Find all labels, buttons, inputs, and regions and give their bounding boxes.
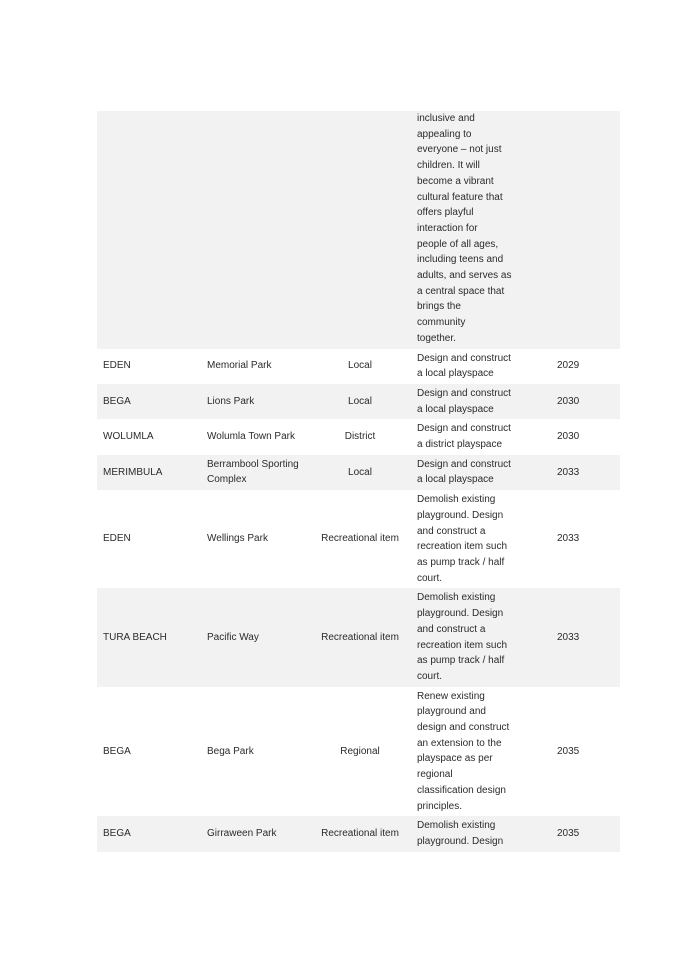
description-line: Design and construct bbox=[417, 458, 511, 470]
description-line: cultural feature that bbox=[417, 191, 503, 203]
classification-cell: District bbox=[344, 431, 376, 443]
year-cell: 2030 bbox=[557, 395, 580, 407]
town-cell: EDEN bbox=[103, 360, 131, 372]
description-line: principles. bbox=[417, 800, 463, 812]
description-line: Demolish existing bbox=[417, 820, 496, 832]
description-line: a local playspace bbox=[417, 368, 494, 380]
town-cell: WOLUMLA bbox=[103, 431, 154, 443]
description-cell bbox=[407, 349, 519, 384]
description-line: including teens and bbox=[417, 254, 504, 266]
description-cell bbox=[407, 384, 519, 419]
description-line: interaction for bbox=[417, 222, 478, 234]
park-name-line: Wolumla Town Park bbox=[207, 431, 295, 443]
description-line: a central space that bbox=[417, 285, 505, 297]
description-line: children. It will bbox=[417, 160, 480, 172]
table-row bbox=[97, 490, 620, 588]
classification-cell: Local bbox=[348, 466, 372, 478]
classification-cell: Regional bbox=[340, 745, 380, 757]
table-row bbox=[97, 816, 620, 851]
description-cell bbox=[407, 588, 519, 686]
description-line: Design and construct bbox=[417, 387, 511, 399]
year-cell: 2033 bbox=[557, 533, 580, 545]
description-cell bbox=[407, 687, 519, 817]
description-line: an extension to the bbox=[417, 737, 502, 749]
town-cell: BEGA bbox=[103, 828, 131, 840]
description-line: recreation item such bbox=[417, 541, 508, 553]
park-name-line: Bega Park bbox=[207, 745, 254, 757]
description-line: become a vibrant bbox=[417, 175, 494, 187]
description-line: court. bbox=[417, 572, 443, 584]
description-cell bbox=[407, 816, 519, 851]
description-line: a district playspace bbox=[417, 439, 503, 451]
park-cell bbox=[201, 630, 313, 646]
description-line: appealing to bbox=[417, 128, 472, 140]
description-line: and construct a bbox=[417, 623, 486, 635]
description-line: recreation item such bbox=[417, 639, 508, 651]
table-row bbox=[97, 588, 620, 686]
town-cell: BEGA bbox=[103, 395, 131, 407]
description-cell bbox=[407, 490, 519, 588]
description-line: playground. Design bbox=[417, 608, 504, 620]
year-cell: 2033 bbox=[557, 466, 580, 478]
description-line: Renew existing bbox=[417, 690, 485, 702]
town-cell: TURA BEACH bbox=[103, 631, 167, 643]
classification-cell: Recreational item bbox=[321, 533, 399, 545]
year-cell: 2035 bbox=[557, 828, 580, 840]
town-cell: BEGA bbox=[103, 745, 131, 757]
park-name-line: Girraween Park bbox=[207, 828, 277, 840]
description-line: regional bbox=[417, 769, 453, 781]
table-row bbox=[97, 349, 620, 384]
park-cell bbox=[201, 457, 313, 488]
year-cell: 2035 bbox=[557, 745, 580, 757]
description-line: offers playful bbox=[417, 207, 474, 219]
year-cell: 2030 bbox=[557, 431, 580, 443]
description-line: a local playspace bbox=[417, 403, 494, 415]
table-row bbox=[97, 687, 620, 817]
description-line: Design and construct bbox=[417, 352, 511, 364]
description-line: community bbox=[417, 317, 466, 329]
year-cell: 2029 bbox=[557, 360, 580, 372]
description-line: a local playspace bbox=[417, 474, 494, 486]
description-line: design and construct bbox=[417, 722, 510, 734]
description-cell bbox=[407, 419, 519, 454]
description-line: as pump track / half bbox=[417, 556, 505, 568]
table-row bbox=[97, 455, 620, 490]
classification-cell: Local bbox=[348, 360, 372, 372]
description-line: brings the bbox=[417, 301, 461, 313]
park-name-line: Complex bbox=[207, 474, 247, 486]
description-line: Design and construct bbox=[417, 423, 511, 435]
classification-cell: Local bbox=[348, 395, 372, 407]
playspace-table bbox=[97, 111, 620, 852]
description-line: adults, and serves as bbox=[417, 270, 512, 282]
classification-cell: Recreational item bbox=[321, 828, 399, 840]
description-line: court. bbox=[417, 670, 443, 682]
park-cell bbox=[201, 429, 313, 445]
park-name-line: Berrambool Sporting bbox=[207, 458, 299, 470]
description-line: together. bbox=[417, 332, 456, 344]
description-line: playspace as per bbox=[417, 753, 493, 765]
table-row-continuation bbox=[97, 111, 620, 349]
description-cell bbox=[407, 455, 519, 490]
year-cell: 2033 bbox=[557, 631, 580, 643]
town-cell: EDEN bbox=[103, 533, 131, 545]
description-line: as pump track / half bbox=[417, 655, 505, 667]
description-line: inclusive and bbox=[417, 113, 475, 124]
description-line: classification design bbox=[417, 784, 506, 796]
park-cell bbox=[201, 744, 313, 760]
table-row bbox=[97, 419, 620, 454]
park-cell bbox=[201, 826, 313, 842]
park-name-line: Wellings Park bbox=[207, 533, 268, 545]
park-name-line: Lions Park bbox=[207, 395, 255, 407]
town-cell: MERIMBULA bbox=[103, 466, 163, 478]
park-cell bbox=[201, 358, 313, 374]
description-line: playground. Design bbox=[417, 835, 504, 847]
park-name-line: Pacific Way bbox=[207, 631, 259, 643]
description-line: playground. Design bbox=[417, 509, 504, 521]
park-name-line: Memorial Park bbox=[207, 360, 272, 372]
park-cell bbox=[201, 394, 313, 410]
description-line: everyone – not just bbox=[417, 144, 502, 156]
description-cell bbox=[407, 111, 519, 349]
classification-cell: Recreational item bbox=[321, 631, 399, 643]
description-line: playground and bbox=[417, 706, 486, 718]
description-line: Demolish existing bbox=[417, 592, 496, 604]
description-line: and construct a bbox=[417, 525, 486, 537]
park-cell bbox=[201, 531, 313, 547]
table-row bbox=[97, 384, 620, 419]
description-line: people of all ages, bbox=[417, 238, 499, 250]
description-line: Demolish existing bbox=[417, 494, 496, 506]
